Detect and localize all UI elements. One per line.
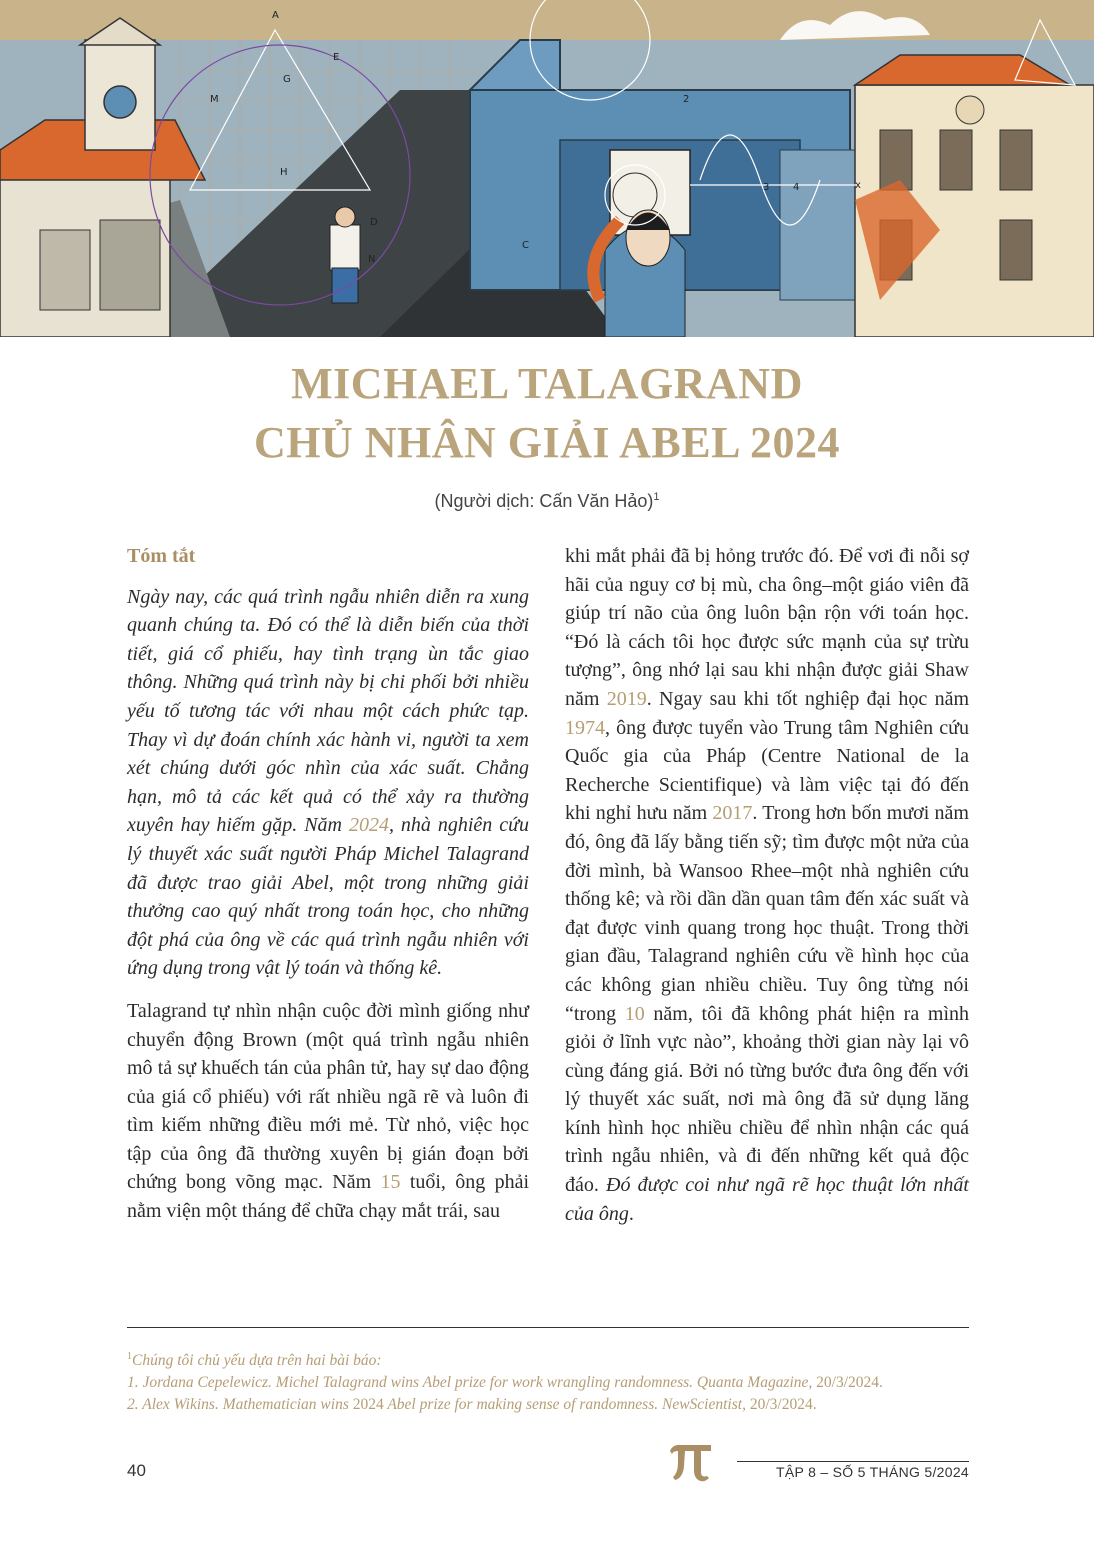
svg-text:A: A xyxy=(272,10,279,21)
abstract-year: 2024 xyxy=(348,814,389,837)
abstract-text-b: , nhà nghiên cứu lý thuyết xác suất người Pháp Michel Talagrand đã được trao giải Abel, một trong những giải thưởng cao quý nhất trong toán học, cho những đột phá của ông về các quá trình ngẫu nhiên với ứng dụng trong vật lý toán và thống kê. xyxy=(127,814,530,980)
illustration-art xyxy=(0,0,1094,337)
svg-text:G: G xyxy=(283,74,291,85)
body-right-italic-end: Đó được coi như ngã rẽ học thuật lớn nhất của ông xyxy=(565,1174,969,1225)
header-illustration xyxy=(0,0,1094,337)
abstract-paragraph xyxy=(127,583,529,983)
body-right-text-c: , ông được tuyển vào Trung tâm Nghiên cứu Quốc gia của Pháp (Centre National de la Recherche Scientifique) và làm việc tại đó đến khi nghỉ hưu năm xyxy=(565,716,969,825)
svg-text:4: 4 xyxy=(793,182,800,193)
footnote-divider xyxy=(127,1327,969,1328)
footnote-intro-line xyxy=(127,1346,969,1372)
pi-logo-icon xyxy=(667,1442,713,1487)
svg-text:N: N xyxy=(368,254,376,265)
body-paragraph-1 xyxy=(127,997,529,1226)
reference-1-text: 1. Jordana Cepelewicz. Michel Talagrand wins Abel prize for work wrangling randomness. Quanta Magazine, xyxy=(127,1374,817,1392)
translator-text: (Người dịch: Cấn Văn Hảo) xyxy=(434,491,654,511)
svg-text:2: 2 xyxy=(683,94,690,105)
reference-2-text-a: 2. Alex Wikins. Mathematician wins xyxy=(127,1396,353,1414)
abstract-heading: Tóm tắt xyxy=(127,545,196,567)
reference-2-date: 20/3/2024. xyxy=(749,1396,817,1414)
body-left-text-b: tuổi, ông phải nằm viện một tháng để chữa chạy mắt trái, sau xyxy=(127,1171,530,1223)
footnotes xyxy=(127,1346,969,1416)
reference-2-text-b: Abel prize for making sense of randomness. NewScientist, xyxy=(383,1396,750,1414)
page-number: 40 xyxy=(127,1461,146,1480)
reference-2-year: 2024 xyxy=(352,1396,384,1414)
footnote-ref-1[interactable]: 1 xyxy=(653,491,660,503)
footnote-intro: Chúng tôi chủ yếu dựa trên hai bài báo: xyxy=(132,1352,382,1370)
body-right-text-b: . Ngay sau khi tốt nghiệp đại học năm xyxy=(646,687,970,710)
year-1974: 1974 xyxy=(565,716,605,739)
reference-1-date: 20/3/2024. xyxy=(816,1374,883,1392)
number-ten: 10 xyxy=(624,1002,645,1025)
svg-text:D: D xyxy=(370,217,378,228)
translator-credit xyxy=(0,491,1094,512)
year-2019: 2019 xyxy=(606,687,647,710)
body-right-period: . xyxy=(628,1202,634,1225)
footnote-reference-1 xyxy=(127,1372,969,1394)
abstract-text-a: Ngày nay, các quá trình ngẫu nhiên diễn ra xung quanh chúng ta. Đó có thể là diễn biến của thời tiết, giá cổ phiếu, hay tình trạng ùn tắc giao thông. Những quá trình này bị chi phối bởi nhiều yếu tố tương tác với nhau một cách phức tạp. Thay vì dự đoán chính xác hành vi, người ta xem xét chúng dưới góc nhìn của xác suất. Chẳng hạn, mô tả các kết quả có thể xảy ra thường xuyên hay hiếm gặp. Năm xyxy=(127,585,529,837)
year-2017: 2017 xyxy=(712,802,753,825)
body-left-age: 15 xyxy=(380,1171,401,1194)
footnote-mark: 1 xyxy=(127,1351,132,1362)
article-title-line-2: CHỦ NHÂN GIẢI ABEL 2024 xyxy=(253,418,841,467)
svg-text:E: E xyxy=(333,52,340,63)
issue-info: TẬP 8 – SỐ 5 THÁNG 5/2024 xyxy=(737,1461,969,1480)
body-right-text-a: khi mắt phải đã bị hỏng trước đó. Để vơi đi nỗi sợ hãi của nguy cơ bị mù, cha ông–một giáo viên đã giúp trí não của ông luôn bận rộn với toán học. “Đó là cách tôi học được sức mạnh của sự trừu tượng”, ông nhớ lại sau khi nhận được giải Shaw năm xyxy=(565,545,969,710)
body-right-text-e: năm, tôi đã không phát hiện ra mình giỏi ở lĩnh vực nào”, khoảng thời gian này lại vô cùng đáng giá. Bởi nó từng bước đưa ông đến với lý thuyết xác suất, nơi mà ông đã sử dụng lăng kính hình học nhiều chiều để nhìn nhận các quá trình ngẫu nhiên, và đi đến những kết quả độc đáo. xyxy=(565,1002,969,1197)
body-left-text-a: Talagrand tự nhìn nhận cuộc đời mình giống như chuyển động Brown (một quá trình ngẫu nhiên mô tả sự khuếch tán của phân tử, hay sự dao động của giá cổ phiếu) với rất nhiều ngã rẽ và luôn đi tìm kiếm những điều mới mẻ. Từ nhỏ, việc học tập của ông đã thường xuyên bị gián đoạn bởi chứng bong võng mạc. Năm xyxy=(127,999,529,1194)
right-column xyxy=(565,542,969,1228)
body-paragraph-1-continued xyxy=(565,542,969,1228)
body-right-text-d: . Trong hơn bốn mươi năm đó, ông đã lấy bằng tiến sỹ; tìm được một nửa của đời mình, bà Wansoo Rhee–một nhà nghiên cứu thống kê; và rồi dần dần quan tâm đến xác suất và đạt được vinh quang trong học thuật. Trong thời gian đầu, Talagrand nghiên cứu về hình học của các không gian nhiều chiều. Tuy ông từng nói “trong xyxy=(565,802,969,1025)
footnote-reference-2 xyxy=(127,1394,969,1416)
svg-text:x: x xyxy=(855,180,861,191)
svg-text:C: C xyxy=(522,240,529,251)
svg-text:M: M xyxy=(210,94,219,105)
article-title-line-1: MICHAEL TALAGRAND xyxy=(291,359,803,408)
left-column xyxy=(127,542,529,1226)
svg-text:H: H xyxy=(280,167,288,178)
svg-text:3: 3 xyxy=(763,182,770,193)
